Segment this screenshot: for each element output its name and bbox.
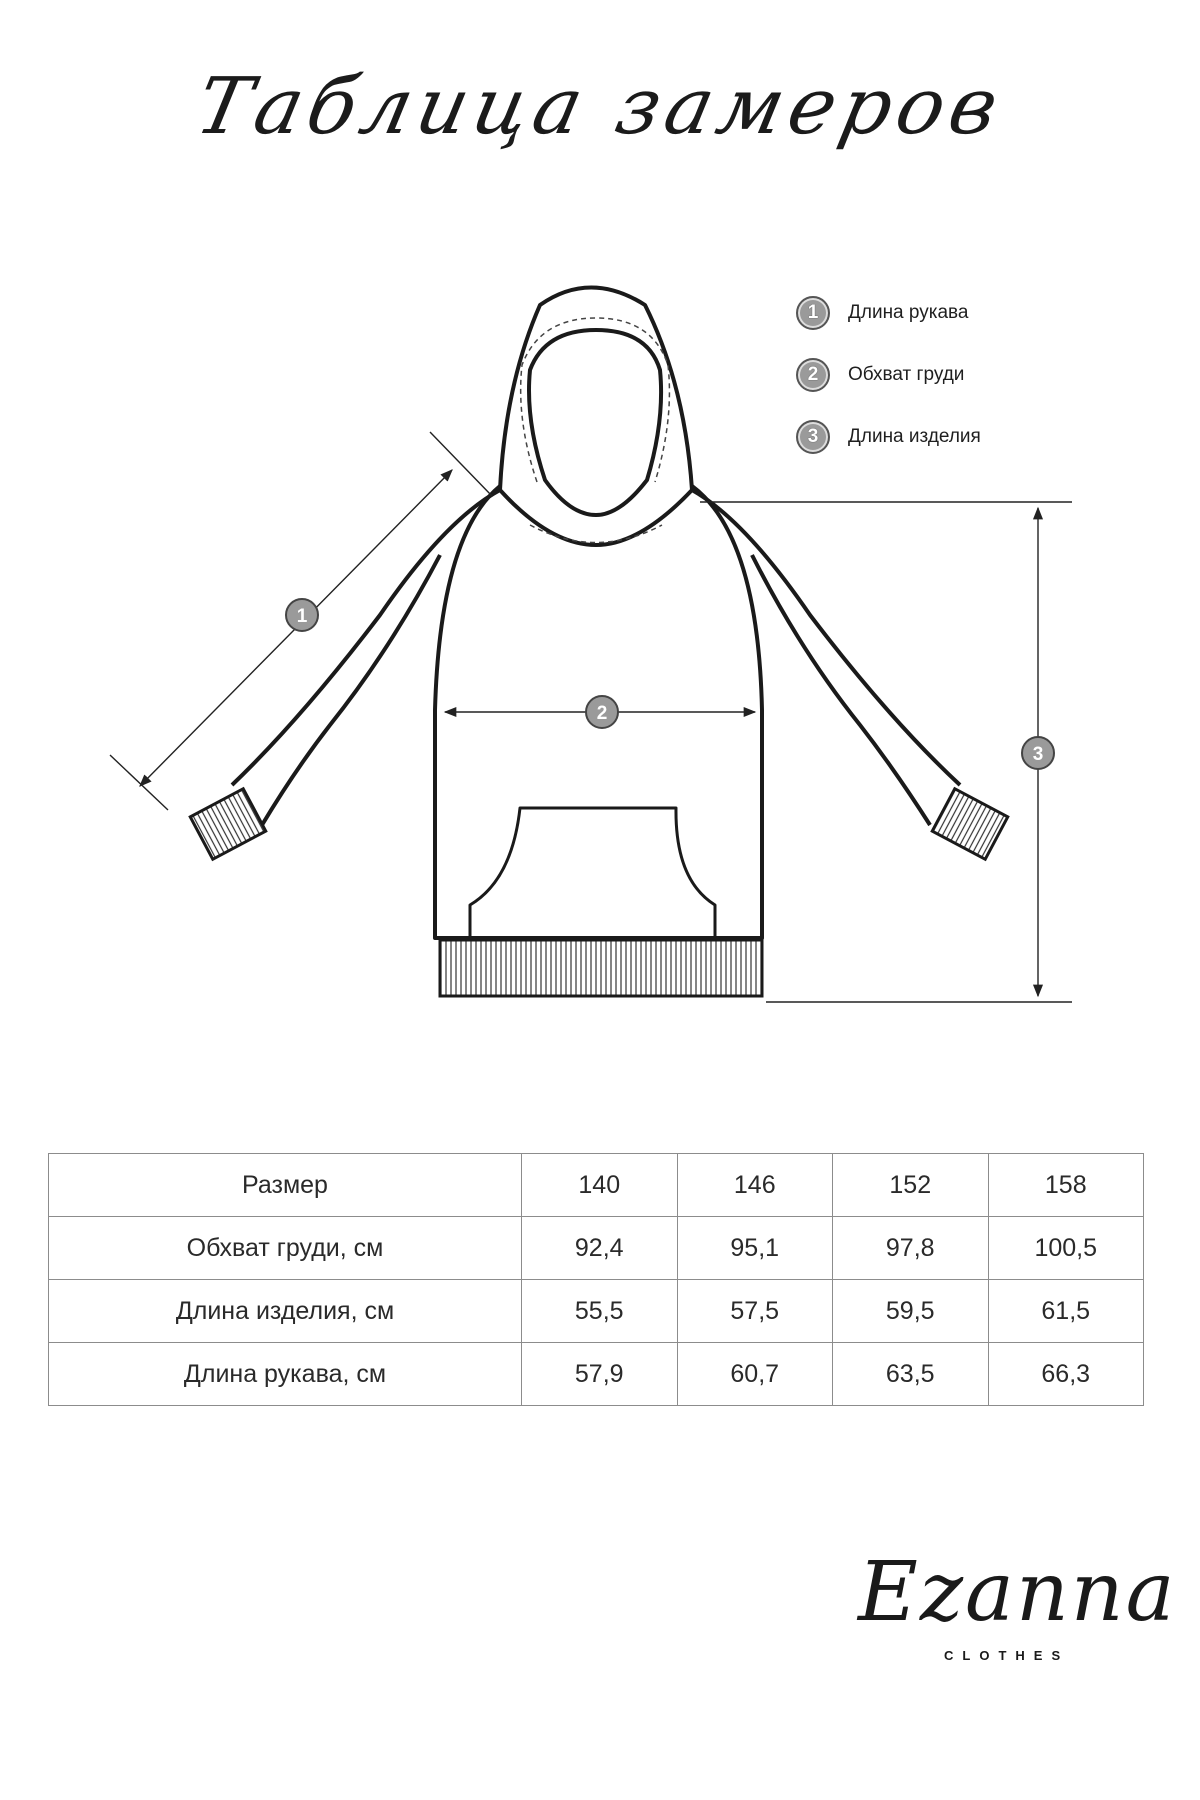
table-cell: 66,3 [988, 1343, 1144, 1406]
table-cell: 100,5 [988, 1217, 1144, 1280]
legend-badge-1: 1 [796, 296, 830, 330]
table-header-row [49, 1154, 1144, 1217]
table-cell: Длина рукава, см [49, 1343, 522, 1406]
table-row [49, 1280, 1144, 1343]
table-cell: Размер [49, 1154, 522, 1217]
cuff-ribs [190, 789, 1008, 860]
legend-label-sleeve: Длина рукава [848, 302, 969, 323]
table-cell: 61,5 [988, 1280, 1144, 1343]
table-cell: 140 [522, 1154, 678, 1217]
legend-label-length: Длина изделия [848, 426, 981, 447]
table-cell: Обхват груди, см [49, 1217, 522, 1280]
legend-badge-3: 3 [796, 420, 830, 454]
page-title: Таблица замеров [188, 62, 1012, 152]
marker-2-label: 2 [596, 703, 608, 724]
table-cell: 146 [677, 1154, 833, 1217]
marker-1-label: 1 [296, 606, 308, 627]
table-cell: 158 [988, 1154, 1144, 1217]
legend-badge-2: 2 [796, 358, 830, 392]
table-cell: 57,9 [522, 1343, 678, 1406]
legend [796, 282, 981, 468]
legend-item-sleeve [796, 282, 981, 344]
table-cell: 55,5 [522, 1280, 678, 1343]
brand-logo-script: Ezanna [858, 1545, 1177, 1640]
table-cell: 59,5 [833, 1280, 989, 1343]
table-cell: 63,5 [833, 1343, 989, 1406]
table-cell: 95,1 [677, 1217, 833, 1280]
legend-item-chest [796, 344, 981, 406]
table-row [49, 1217, 1144, 1280]
table-row [49, 1343, 1144, 1406]
table-cell: Длина изделия, см [49, 1280, 522, 1343]
table-cell: 60,7 [677, 1343, 833, 1406]
size-table [48, 1153, 1144, 1406]
marker-3-label: 3 [1032, 744, 1044, 765]
table-cell: 57,5 [677, 1280, 833, 1343]
legend-label-chest: Обхват груди [848, 364, 965, 385]
marker-3 [1022, 737, 1054, 769]
marker-1 [286, 599, 318, 631]
hem-rib [440, 940, 762, 996]
brand-logo-subtitle: CLOTHES [944, 1648, 1070, 1663]
brand-logo [848, 1545, 1177, 1685]
table-cell: 97,8 [833, 1217, 989, 1280]
legend-item-length [796, 406, 981, 468]
marker-2 [586, 696, 618, 728]
table-cell: 152 [833, 1154, 989, 1217]
table-cell: 92,4 [522, 1217, 678, 1280]
body-length-dimension [700, 502, 1072, 1002]
